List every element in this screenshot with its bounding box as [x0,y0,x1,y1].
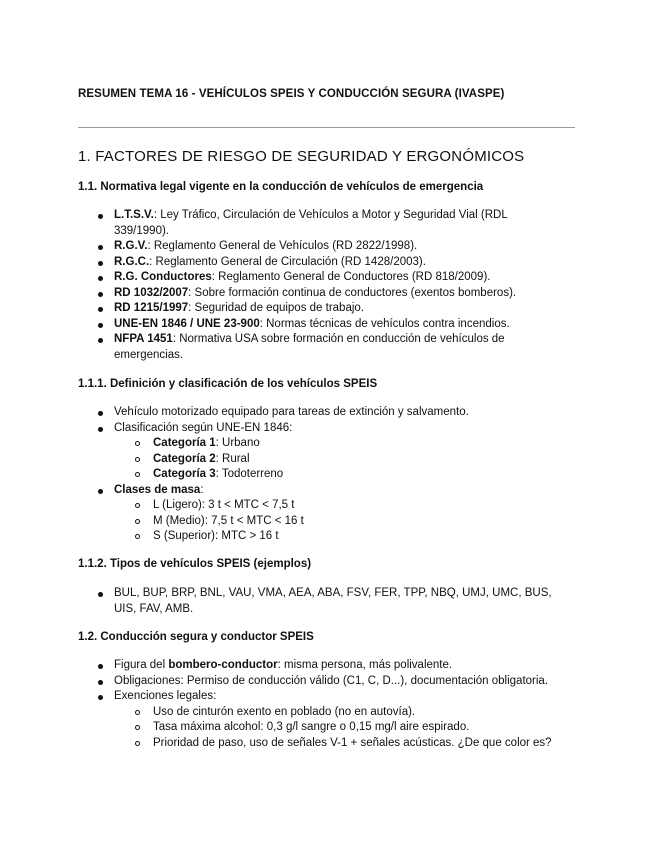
sub-list-item: M (Medio): 7,5 t < MTC < 16 t [153,514,564,530]
list-item-term: R.G.C. [114,255,150,268]
mass-list [114,498,564,545]
list-item [114,332,564,363]
sub-list-item: L (Ligero): 3 t < MTC < 7,5 t [153,498,564,514]
sub-list-item: S (Superior): MTC > 16 t [153,529,564,545]
section-1-heading: 1. FACTORES DE RIESGO DE SEGURIDAD Y ERGONÓMICOS [78,148,525,165]
sub-list-item [153,436,564,452]
category-term: Categoría 2 [153,452,216,465]
list-item-text: : Reglamento General de Vehículos (RD 2822/1998). [147,240,418,252]
list-item-term: bombero-conductor [168,659,278,671]
sub-list-item: Uso de cinturón exento en poblado (no en autovía). [153,705,564,721]
sub-list-item: Tasa máxima alcohol: 0,3 g/l sangre o 0,15 mg/l aire espirado. [153,720,564,736]
mass-suffix: : [200,483,204,496]
list-item-text: : Reglamento General de Circulación (RD 1428/2003). [149,255,426,268]
list-item-term: RD 1215/1997 [114,302,189,314]
list-item-text: : Reglamento General de Conductores (RD 818/2009). [211,271,491,283]
list-item-text: : Sobre formación continua de conductores (exentos bomberos). [188,286,517,299]
list-item [114,301,564,317]
section-1-2-heading: 1.2. Conducción segura y conductor SPEIS [78,631,314,643]
normativa-list [114,208,564,363]
list-item-prefix: Figura del [114,659,169,671]
list-item-text: : Seguridad de equipos de trabajo. [188,302,364,314]
category-text: : Urbano [215,437,260,449]
exenciones-list [114,705,564,752]
list-item [114,689,564,751]
sub-list-item: Prioridad de paso, uso de señales V-1 + señales acústicas. ¿De que color es? [153,736,564,752]
list-item [114,239,564,255]
list-item [114,483,564,545]
list-item-term: R.G.V. [114,240,148,252]
sub-list-item [153,452,564,468]
mass-term: Clases de masa [114,483,201,496]
list-item-text: : misma persona, más polivalente. [277,659,453,671]
list-item-text: : Normativa USA sobre formación en conducción de vehículos de emergencias. [114,333,505,361]
list-item [114,421,564,483]
definicion-list [114,405,564,545]
list-item-text: Exenciones legales: [114,690,217,702]
categories-list [114,436,564,483]
list-item: Vehículo motorizado equipado para tareas de extinción y salvamento. [114,405,564,421]
tipos-list [114,586,564,617]
horizontal-rule [78,127,575,128]
list-item [114,208,564,239]
document-title: RESUMEN TEMA 16 - VEHÍCULOS SPEIS Y CONDUCCIÓN SEGURA (IVASPE) [78,88,505,100]
list-item-text: : Normas técnicas de vehículos contra incendios. [259,317,510,330]
sub-list-item [153,467,564,483]
section-1-1-2-heading: 1.1.2. Tipos de vehículos SPEIS (ejemplos) [78,558,312,570]
list-item-term: L.T.S.V. [114,209,154,221]
category-text: : Rural [215,452,250,465]
list-item [114,255,564,271]
conduccion-list [114,658,564,751]
list-item [114,286,564,302]
section-1-1-1-heading: 1.1.1. Definición y clasificación de los vehículos SPEIS [78,378,378,390]
list-item [114,270,564,286]
list-item-term: R.G. Conductores [114,271,212,283]
section-1-1-heading: 1.1. Normativa legal vigente en la conducción de vehículos de emergencia [78,181,484,193]
category-text: : Todoterreno [215,468,284,480]
list-item-text: : Ley Tráfico, Circulación de Vehículos a Motor y Seguridad Vial (RDL 339/1990). [114,209,508,237]
list-item-term: UNE-EN 1846 / UNE 23-900 [114,317,260,330]
list-item: BUL, BUP, BRP, BNL, VAU, VMA, AEA, ABA, FSV, FER, TPP, NBQ, UMJ, UMC, BUS, UIS, FAV, AMB. [114,586,564,617]
list-item-text: Clasificación según UNE-EN 1846: [114,421,293,434]
list-item-term: NFPA 1451 [114,333,173,345]
list-item: Obligaciones: Permiso de conducción válido (C1, C, D...), documentación obligatoria. [114,674,564,690]
category-term: Categoría 3 [153,468,216,480]
list-item [114,658,564,674]
list-item-term: RD 1032/2007 [114,286,189,299]
list-item [114,317,564,333]
category-term: Categoría 1 [153,437,216,449]
